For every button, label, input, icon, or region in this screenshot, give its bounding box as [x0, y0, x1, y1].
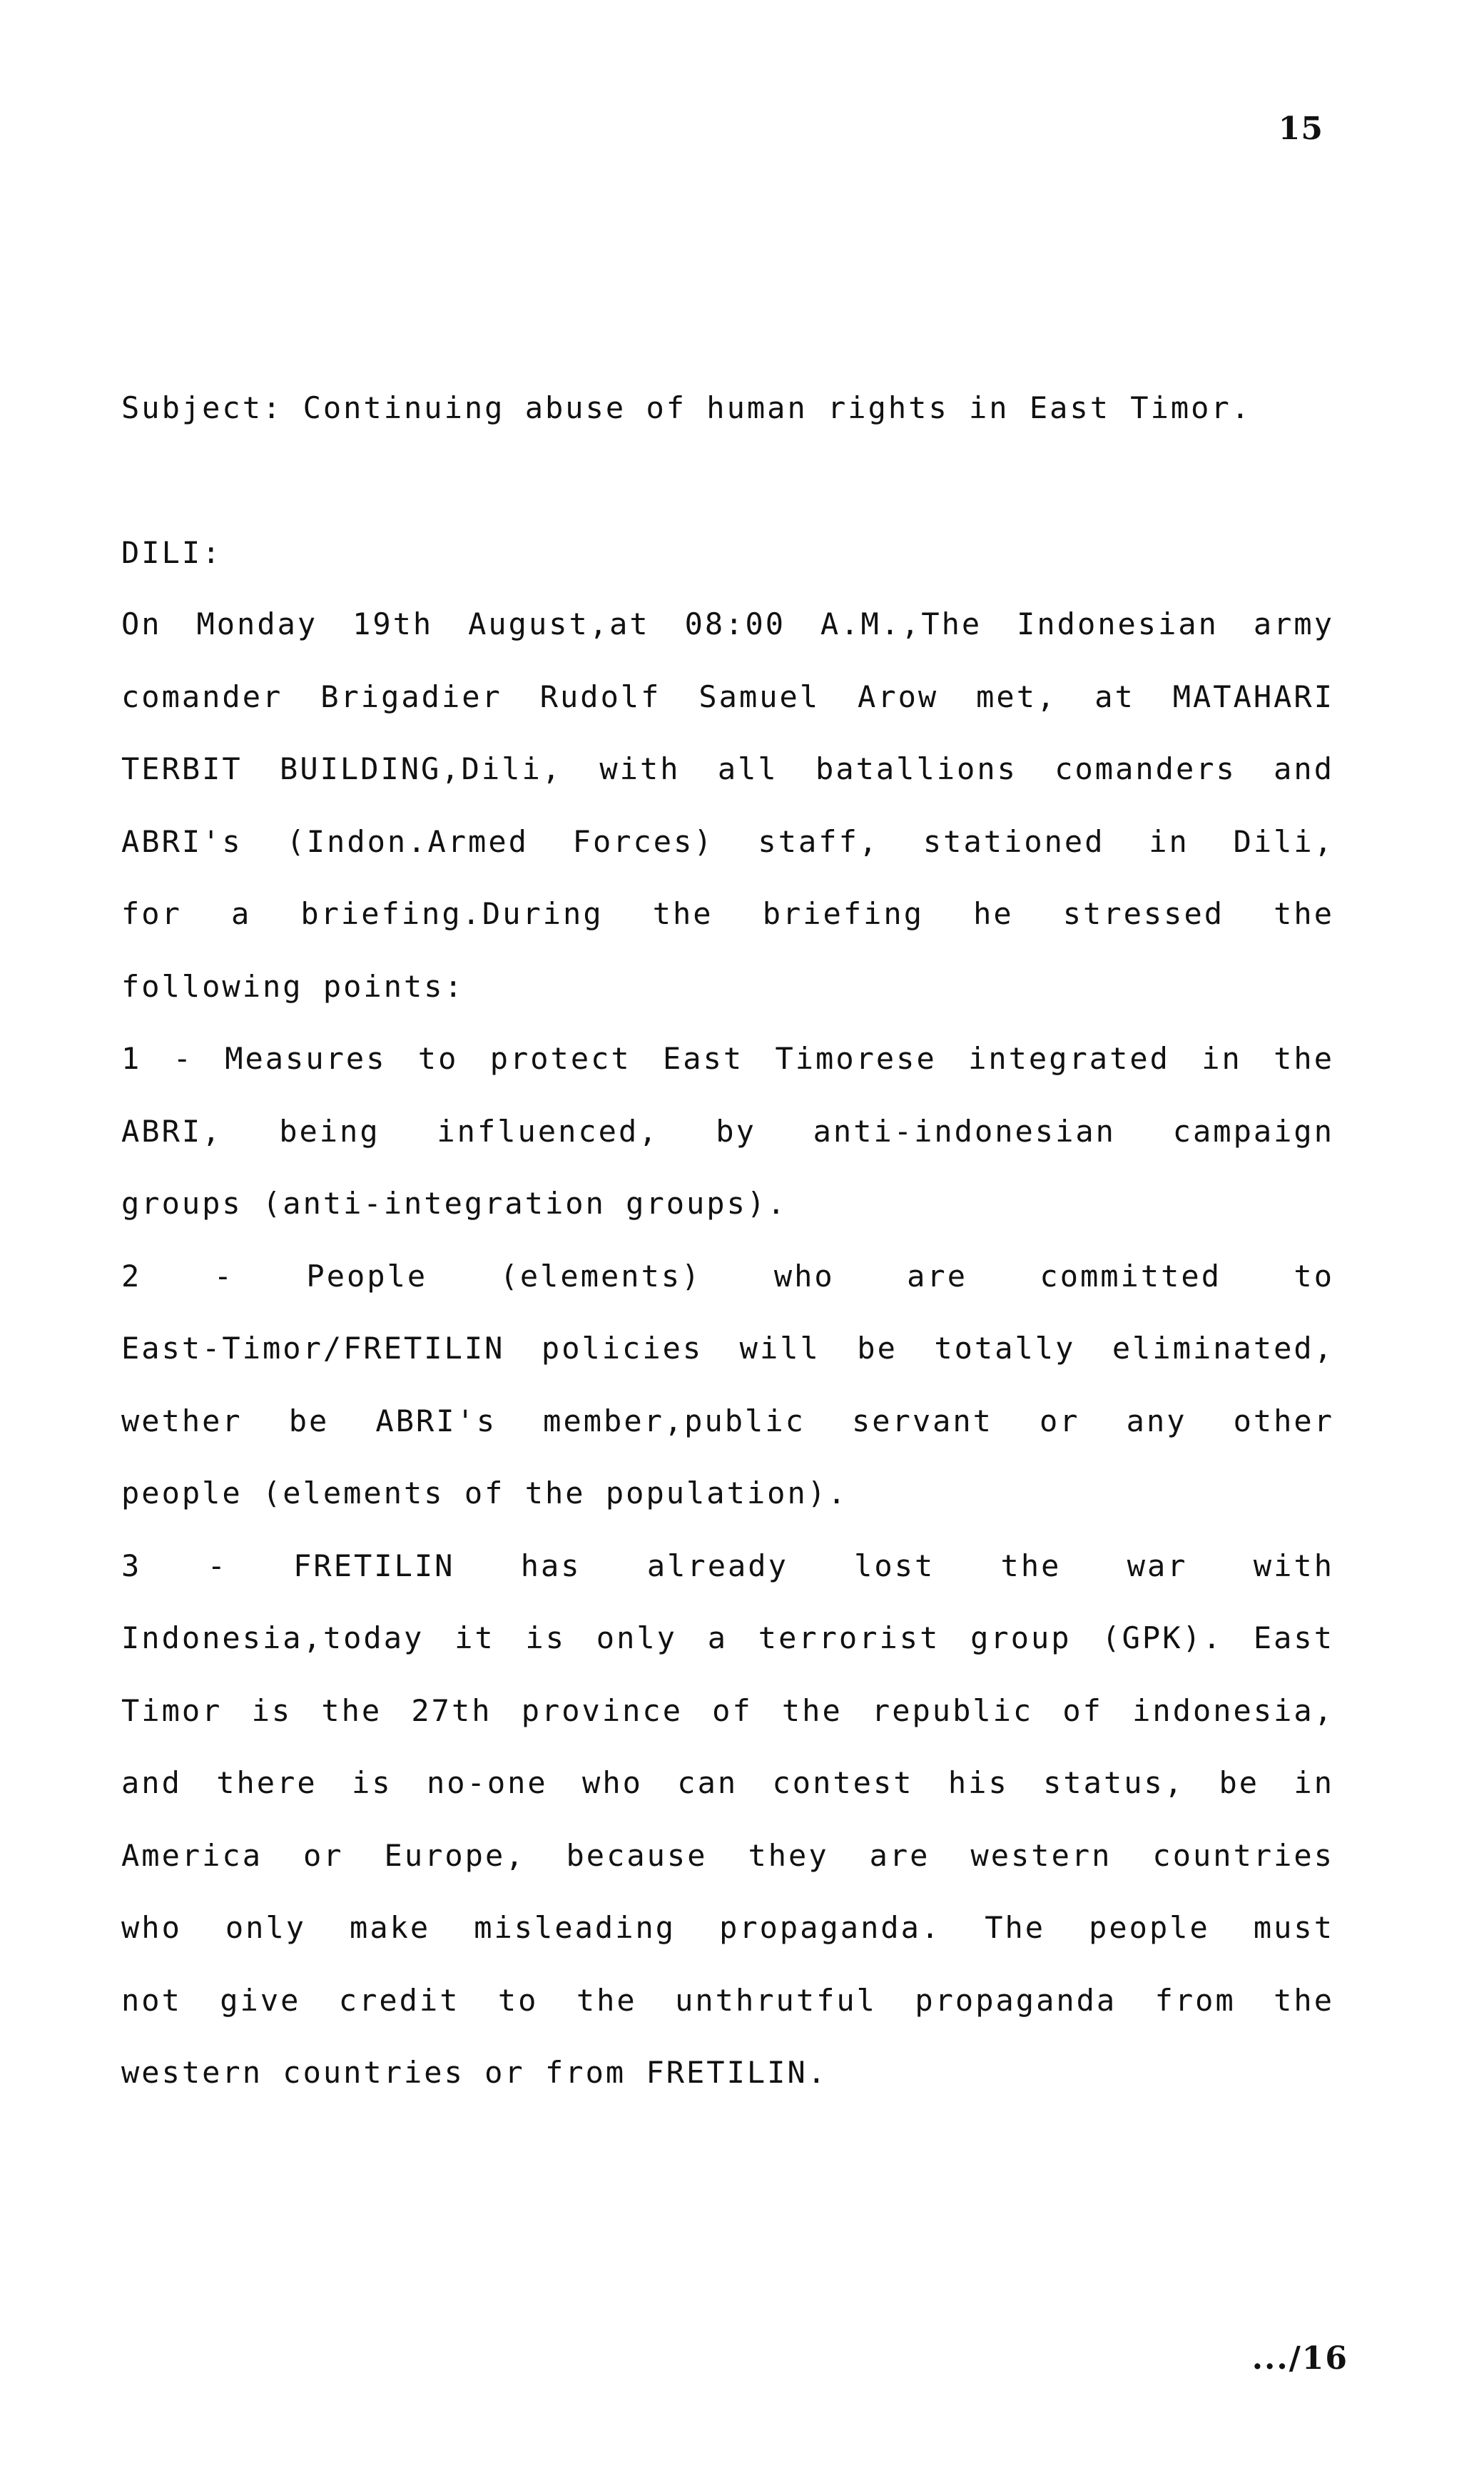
- body-line: for a briefing.During the briefing he stressed the: [121, 896, 1334, 931]
- body-line: Indonesia,today it is only a terrorist group (GPK). East: [121, 1620, 1334, 1655]
- body-line: following points:: [121, 969, 464, 1004]
- body-line: and there is no-one who can contest his status, be in: [121, 1765, 1334, 1800]
- body-line: Timor is the 27th province of the republic of indonesia,: [121, 1693, 1334, 1728]
- continued-marker: .../16: [1251, 2340, 1348, 2377]
- body-line: who only make misleading propaganda. The people must: [121, 1910, 1334, 1945]
- body-line: groups (anti-integration groups).: [121, 1186, 788, 1221]
- subject-line: Subject: Continuing abuse of human rights in East Timor.: [121, 390, 1252, 425]
- dateline-place: DILI:: [121, 535, 223, 570]
- page-number: 15: [1278, 111, 1323, 147]
- body-line: America or Europe, because they are western countries: [121, 1838, 1334, 1873]
- body-line: ABRI, being influenced, by anti-indonesian campaign: [121, 1114, 1334, 1149]
- body-line: wether be ABRI's member,public servant or any other: [121, 1403, 1334, 1438]
- body-line: western countries or from FRETILIN.: [121, 2055, 828, 2090]
- body-line: 2 - People (elements) who are committed to: [121, 1259, 1334, 1294]
- body-line: 3 - FRETILIN has already lost the war with: [121, 1548, 1334, 1583]
- body-line: people (elements of the population).: [121, 1476, 848, 1510]
- body-line: TERBIT BUILDING,Dili, with all batallions comanders and: [121, 751, 1334, 786]
- body-line: East-Timor/FRETILIN policies will be totally eliminated,: [121, 1331, 1334, 1366]
- body-line: ABRI's (Indon.Armed Forces) staff, stationed in Dili,: [121, 824, 1334, 859]
- body-line: 1 - Measures to protect East Timorese integrated in the: [121, 1041, 1334, 1076]
- body-line: not give credit to the unthrutful propaganda from the: [121, 1983, 1334, 2018]
- body-line: On Monday 19th August,at 08:00 A.M.,The Indonesian army: [121, 606, 1334, 641]
- body-line: comander Brigadier Rudolf Samuel Arow met, at MATAHARI: [121, 679, 1334, 714]
